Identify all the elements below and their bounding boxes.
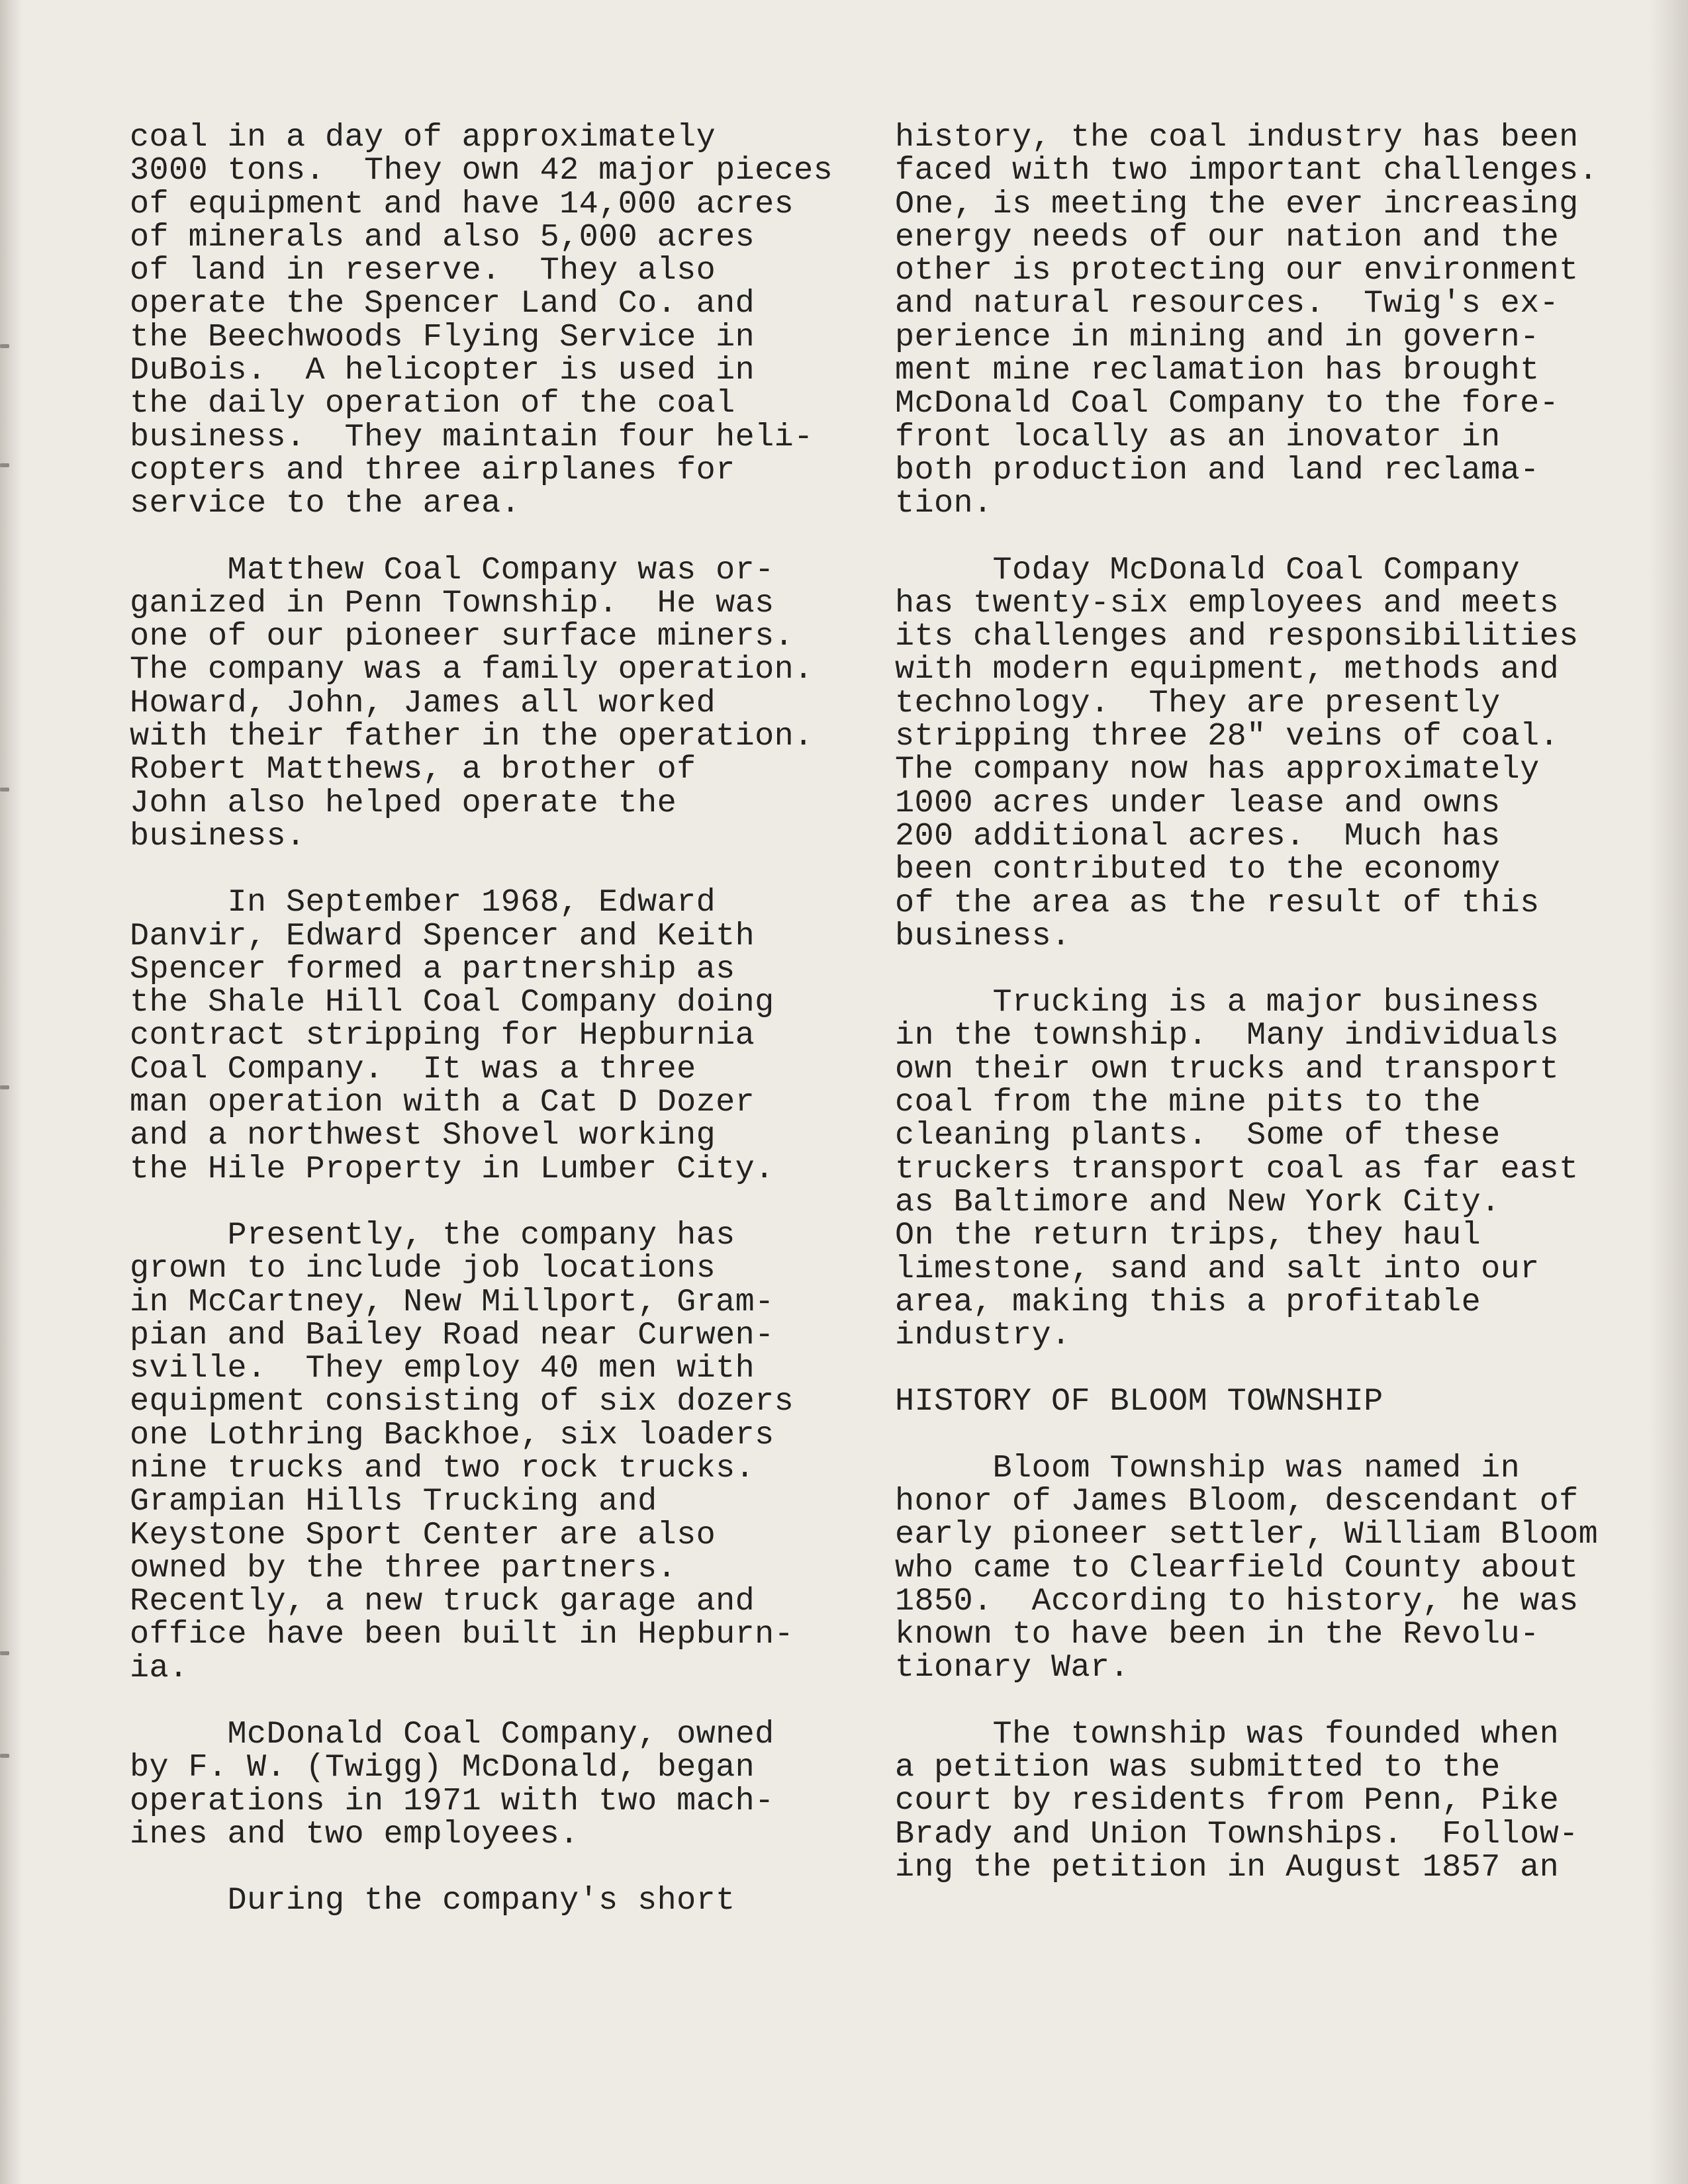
text-line: ing the petition in August 1857 an — [895, 1848, 1560, 1886]
paragraph — [895, 1715, 1650, 1886]
text-line: ganized in Penn Township. He was — [130, 584, 774, 621]
text-line: perience in mining and in govern- — [895, 318, 1540, 355]
text-line: known to have been in the Revolu- — [895, 1616, 1540, 1653]
text-line: of equipment and have 14,000 acres — [130, 185, 794, 222]
text-line: stripping three 28" veins of coal. — [895, 718, 1560, 755]
paragraph — [895, 986, 1650, 1352]
paragraph — [130, 1884, 858, 1917]
text-line: During the company's short — [130, 1882, 735, 1919]
paragraph-spacer — [895, 1685, 1650, 1718]
text-line: faced with two important challenges. — [895, 152, 1599, 189]
text-line: the Beechwoods Flying Service in — [130, 318, 755, 355]
text-line: Howard, John, James all worked — [130, 684, 716, 721]
text-line: one Lothring Backhoe, six loaders — [130, 1416, 774, 1453]
text-line: service to the area. — [130, 485, 521, 522]
binding-staple-mark — [0, 1754, 9, 1758]
text-line: The township was founded when — [895, 1715, 1560, 1752]
paragraph-spacer — [895, 521, 1650, 554]
text-line: Keystone Sport Center are also — [130, 1516, 716, 1553]
text-line: 1000 acres under lease and owns — [895, 784, 1501, 821]
left-text-column — [130, 121, 858, 1918]
text-line: Recently, a new truck garage and — [130, 1583, 755, 1620]
text-line: Robert Matthews, a brother of — [130, 751, 696, 788]
text-line: cleaning plants. Some of these — [895, 1117, 1501, 1154]
page-binding-shadow — [0, 0, 23, 2184]
text-line: the Hile Property in Lumber City. — [130, 1150, 774, 1187]
text-line: area, making this a profitable — [895, 1283, 1481, 1320]
text-line: a petition was submitted to the — [895, 1749, 1501, 1786]
text-line: 3000 tons. They own 42 major pieces — [130, 152, 833, 189]
paragraph — [895, 551, 1650, 954]
text-line: industry. — [895, 1317, 1071, 1354]
text-line: of land in reserve. They also — [130, 252, 716, 289]
text-line: honor of James Bloom, descendant of — [895, 1482, 1579, 1520]
text-line: pian and Bailey Road near Curwen- — [130, 1316, 774, 1353]
text-line: Today McDonald Coal Company — [895, 551, 1521, 588]
text-line: nine trucks and two rock trucks. — [130, 1449, 755, 1486]
text-line: and natural resources. Twig's ex- — [895, 285, 1560, 322]
text-line: owned by the three partners. — [130, 1549, 677, 1586]
binding-staple-mark — [0, 1651, 9, 1655]
text-line: business. — [895, 917, 1071, 954]
section-heading: HISTORY OF BLOOM TOWNSHIP — [895, 1383, 1383, 1420]
text-line: ment mine reclamation has brought — [895, 352, 1540, 389]
text-line: office have been built in Hepburn- — [130, 1616, 794, 1653]
text-line: front locally as an inovator in — [895, 418, 1501, 455]
text-line: DuBois. A helicopter is used in — [130, 352, 755, 389]
paragraph — [130, 551, 858, 854]
right-text-column — [895, 121, 1650, 1884]
binding-staple-mark — [0, 788, 9, 792]
text-line: man operation with a Cat D Dozer — [130, 1084, 755, 1121]
text-line: John also helped operate the — [130, 784, 677, 821]
text-line: Presently, the company has — [130, 1216, 735, 1253]
text-line: limestone, sand and salt into our — [895, 1250, 1540, 1287]
text-line: by F. W. (Twigg) McDonald, began — [130, 1749, 755, 1786]
paragraph-spacer — [130, 1851, 858, 1884]
text-line: Danvir, Edward Spencer and Keith — [130, 917, 755, 954]
text-line: The company now has approximately — [895, 751, 1540, 788]
paragraph-spacer — [130, 521, 858, 554]
text-line: ines and two employees. — [130, 1815, 579, 1852]
text-line: 200 additional acres. Much has — [895, 817, 1501, 854]
text-line: contract stripping for Hepburnia — [130, 1017, 755, 1054]
page-edge-shadow — [1648, 0, 1688, 2184]
text-line: coal in a day of approximately — [130, 119, 716, 156]
text-line: has twenty-six employees and meets — [895, 584, 1560, 621]
paragraph-spacer — [895, 1419, 1650, 1452]
paragraph-spacer — [130, 853, 858, 886]
paragraph-spacer — [130, 1685, 858, 1718]
paragraph — [895, 121, 1650, 521]
text-line: the Shale Hill Coal Company doing — [130, 984, 774, 1021]
paragraph — [130, 886, 858, 1186]
text-line: operate the Spencer Land Co. and — [130, 285, 755, 322]
text-line: One, is meeting the ever increasing — [895, 185, 1579, 222]
text-line: McDonald Coal Company, owned — [130, 1716, 774, 1753]
text-line: ia. — [130, 1649, 189, 1686]
text-line: equipment consisting of six dozers — [130, 1383, 794, 1420]
text-line: the daily operation of the coal — [130, 385, 735, 422]
text-line: its challenges and responsibilities — [895, 618, 1579, 655]
paragraph-spacer — [895, 953, 1650, 986]
text-line: truckers transport coal as far east — [895, 1150, 1579, 1187]
text-line: Bloom Township was named in — [895, 1449, 1521, 1486]
text-line: own their own trucks and transport — [895, 1050, 1560, 1087]
text-line: operations in 1971 with two mach- — [130, 1782, 774, 1819]
binding-staple-mark — [0, 463, 9, 467]
text-line: energy needs of our nation and the — [895, 218, 1560, 255]
text-line: In September 1968, Edward — [130, 884, 716, 921]
text-line: other is protecting our environment — [895, 252, 1579, 289]
text-line: Coal Company. It was a three — [130, 1050, 696, 1087]
paragraph-spacer — [130, 1186, 858, 1219]
text-line: On the return trips, they haul — [895, 1217, 1481, 1254]
paragraph — [130, 1718, 858, 1851]
text-line: been contributed to the economy — [895, 851, 1501, 888]
text-line: court by residents from Penn, Pike — [895, 1782, 1560, 1819]
text-line: The company was a family operation. — [130, 651, 814, 688]
text-line: both production and land reclama- — [895, 451, 1540, 488]
text-line: business. — [130, 817, 306, 854]
text-line: with modern equipment, methods and — [895, 651, 1560, 688]
text-line: copters and three airplanes for — [130, 451, 735, 488]
text-line: with their father in the operation. — [130, 718, 814, 755]
binding-staple-mark — [0, 1085, 9, 1089]
text-line: Brady and Union Townships. Follow- — [895, 1815, 1579, 1852]
text-line: of the area as the result of this — [895, 884, 1540, 921]
paragraph-spacer — [895, 1352, 1650, 1385]
text-line: Spencer formed a partnership as — [130, 950, 735, 987]
text-line: and a northwest Shovel working — [130, 1117, 716, 1154]
text-line: Matthew Coal Company was or- — [130, 551, 774, 588]
text-line: history, the coal industry has been — [895, 119, 1579, 156]
text-line: McDonald Coal Company to the fore- — [895, 385, 1560, 422]
text-line: tion. — [895, 485, 993, 522]
text-line: technology. They are presently — [895, 684, 1501, 721]
text-line: as Baltimore and New York City. — [895, 1183, 1501, 1220]
binding-staple-mark — [0, 344, 9, 348]
text-line: tionary War. — [895, 1649, 1130, 1686]
text-line: of minerals and also 5,000 acres — [130, 218, 755, 255]
text-line: in McCartney, New Millport, Gram- — [130, 1283, 774, 1320]
text-line: Grampian Hills Trucking and — [130, 1483, 657, 1520]
text-line: one of our pioneer surface miners. — [130, 618, 794, 655]
text-line: sville. They employ 40 men with — [130, 1350, 755, 1387]
text-line: coal from the mine pits to the — [895, 1084, 1481, 1121]
text-line: business. They maintain four heli- — [130, 418, 814, 455]
paragraph — [895, 1449, 1650, 1686]
text-line: early pioneer settler, William Bloom — [895, 1516, 1599, 1553]
paragraph — [130, 1216, 858, 1686]
text-line: grown to include job locations — [130, 1250, 716, 1287]
text-line: 1850. According to history, he was — [895, 1582, 1579, 1619]
text-line: Trucking is a major business — [895, 984, 1540, 1021]
text-line: who came to Clearfield County about — [895, 1549, 1579, 1586]
paragraph — [130, 121, 858, 521]
text-line: in the township. Many individuals — [895, 1017, 1560, 1054]
